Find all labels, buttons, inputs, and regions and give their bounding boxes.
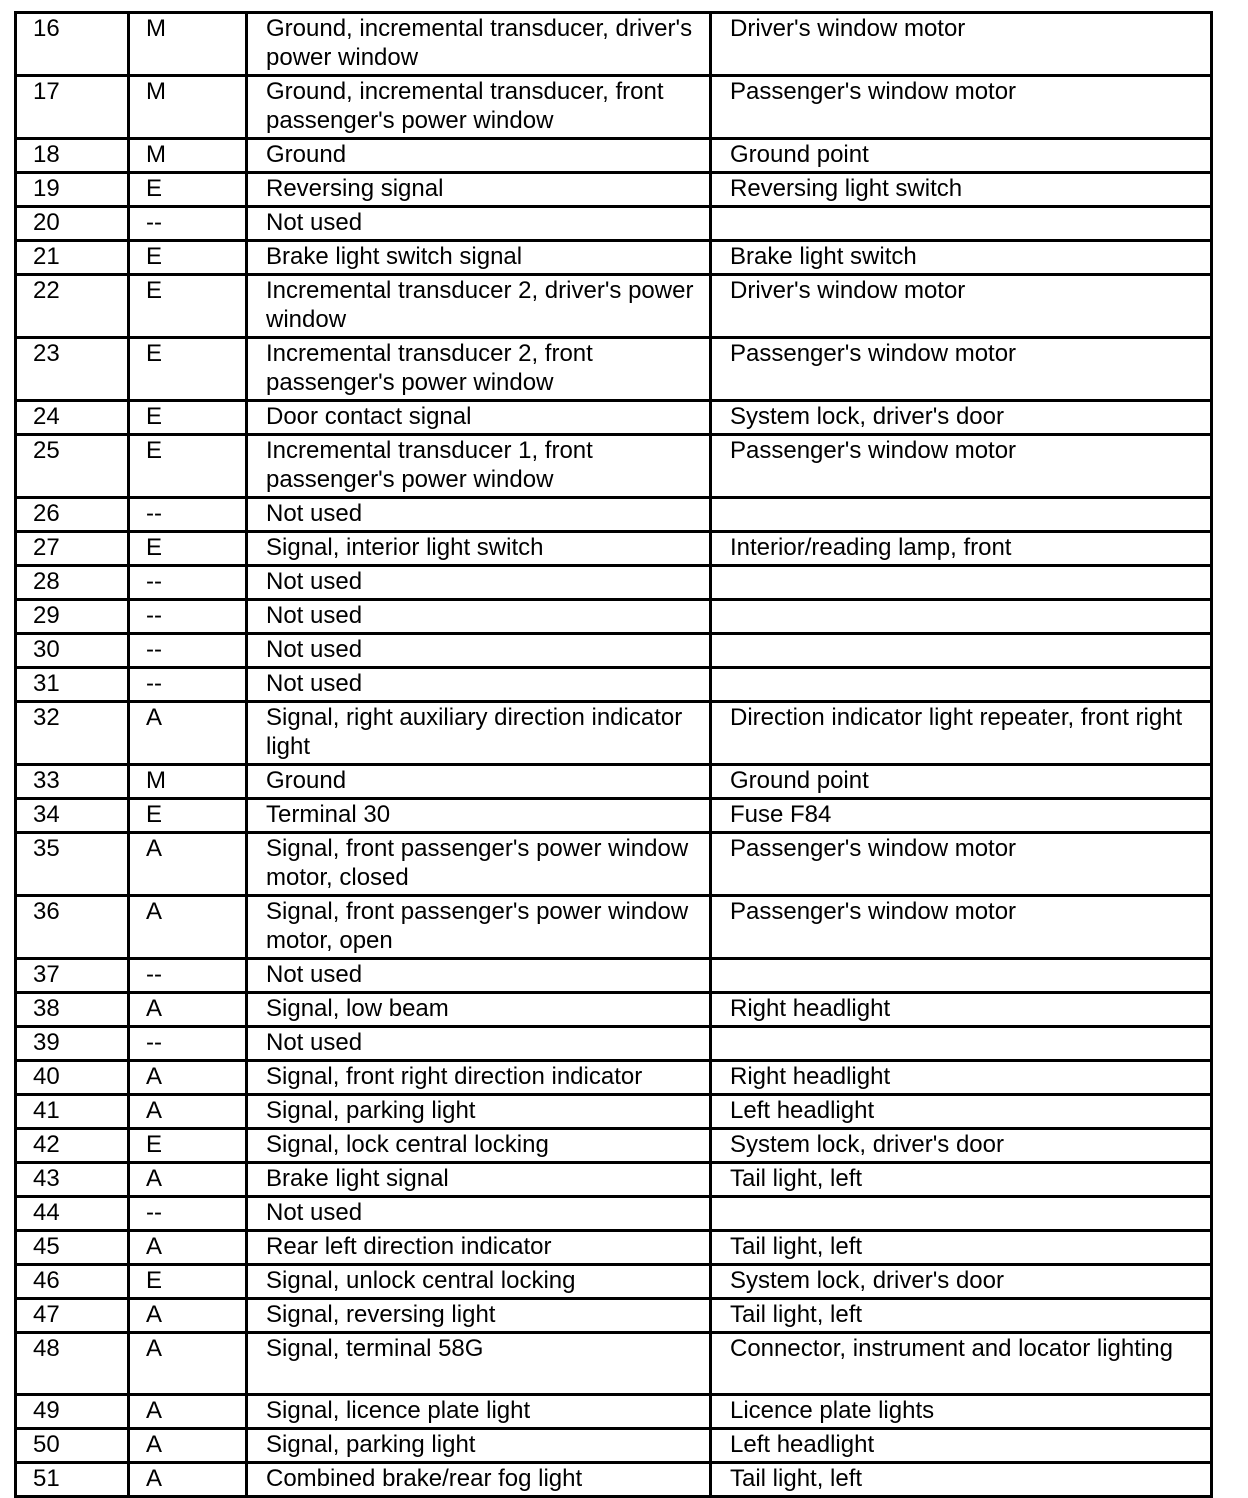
connected-component-cell: Tail light, left — [711, 1299, 1212, 1333]
pin-number-cell: 48 — [16, 1333, 129, 1395]
pin-number-cell: 41 — [16, 1095, 129, 1129]
signal-type-cell: E — [129, 799, 247, 833]
signal-description-cell: Signal, unlock central locking — [247, 1265, 711, 1299]
pin-number-cell: 45 — [16, 1231, 129, 1265]
signal-type-cell: E — [129, 1265, 247, 1299]
signal-description-cell: Not used — [247, 634, 711, 668]
signal-description-cell: Not used — [247, 959, 711, 993]
table-row — [16, 1299, 1212, 1333]
pin-number-cell: 28 — [16, 566, 129, 600]
connected-component-cell: Tail light, left — [711, 1163, 1212, 1197]
pin-number-cell: 43 — [16, 1163, 129, 1197]
pin-assignment-table — [14, 11, 1213, 1498]
connected-component-cell: Passenger's window motor — [711, 338, 1212, 401]
signal-description-cell: Signal, parking light — [247, 1095, 711, 1129]
pin-number-cell: 29 — [16, 600, 129, 634]
pin-number-cell: 50 — [16, 1429, 129, 1463]
table-row — [16, 1231, 1212, 1265]
connected-component-cell: Interior/reading lamp, front — [711, 532, 1212, 566]
pin-number-cell: 18 — [16, 139, 129, 173]
connected-component-cell: System lock, driver's door — [711, 1129, 1212, 1163]
signal-description-cell: Signal, right auxiliary direction indicator light — [247, 702, 711, 765]
signal-description-cell: Signal, licence plate light — [247, 1395, 711, 1429]
table-row — [16, 566, 1212, 600]
pin-number-cell: 47 — [16, 1299, 129, 1333]
signal-type-cell: -- — [129, 600, 247, 634]
table-row — [16, 173, 1212, 207]
signal-description-cell: Not used — [247, 207, 711, 241]
connected-component-cell: Driver's window motor — [711, 275, 1212, 338]
table-row — [16, 1197, 1212, 1231]
pin-number-cell: 38 — [16, 993, 129, 1027]
table-row — [16, 498, 1212, 532]
table-row — [16, 401, 1212, 435]
signal-type-cell: A — [129, 833, 247, 896]
pin-number-cell: 17 — [16, 76, 129, 139]
signal-type-cell: A — [129, 1463, 247, 1497]
signal-description-cell: Signal, parking light — [247, 1429, 711, 1463]
signal-description-cell: Reversing signal — [247, 173, 711, 207]
connected-component-cell — [711, 668, 1212, 702]
pin-number-cell: 34 — [16, 799, 129, 833]
connected-component-cell — [711, 498, 1212, 532]
signal-type-cell: E — [129, 532, 247, 566]
table-row — [16, 993, 1212, 1027]
table-row — [16, 634, 1212, 668]
signal-description-cell: Rear left direction indicator — [247, 1231, 711, 1265]
signal-description-cell: Signal, low beam — [247, 993, 711, 1027]
signal-description-cell: Terminal 30 — [247, 799, 711, 833]
signal-type-cell: A — [129, 1333, 247, 1395]
connected-component-cell — [711, 566, 1212, 600]
table-row — [16, 1061, 1212, 1095]
connected-component-cell: Right headlight — [711, 993, 1212, 1027]
signal-description-cell: Not used — [247, 668, 711, 702]
pin-number-cell: 25 — [16, 435, 129, 498]
signal-type-cell: -- — [129, 634, 247, 668]
table-row — [16, 1129, 1212, 1163]
connected-component-cell: Left headlight — [711, 1429, 1212, 1463]
pin-number-cell: 26 — [16, 498, 129, 532]
connected-component-cell: Passenger's window motor — [711, 896, 1212, 959]
signal-type-cell: A — [129, 1163, 247, 1197]
pin-number-cell: 30 — [16, 634, 129, 668]
signal-type-cell: A — [129, 1429, 247, 1463]
signal-type-cell: -- — [129, 959, 247, 993]
table-row — [16, 1027, 1212, 1061]
signal-description-cell: Signal, terminal 58G — [247, 1333, 711, 1395]
signal-description-cell: Ground, incremental transducer, front passenger's power window — [247, 76, 711, 139]
signal-description-cell: Incremental transducer 1, front passenger's power window — [247, 435, 711, 498]
signal-type-cell: A — [129, 1095, 247, 1129]
signal-type-cell: M — [129, 139, 247, 173]
connected-component-cell: Tail light, left — [711, 1463, 1212, 1497]
pin-number-cell: 24 — [16, 401, 129, 435]
pin-number-cell: 46 — [16, 1265, 129, 1299]
connected-component-cell: Reversing light switch — [711, 173, 1212, 207]
signal-description-cell: Ground — [247, 139, 711, 173]
connected-component-cell: Driver's window motor — [711, 13, 1212, 76]
signal-description-cell: Door contact signal — [247, 401, 711, 435]
signal-type-cell: E — [129, 401, 247, 435]
pin-number-cell: 32 — [16, 702, 129, 765]
signal-description-cell: Incremental transducer 2, driver's power window — [247, 275, 711, 338]
signal-type-cell: E — [129, 241, 247, 275]
table-row — [16, 1265, 1212, 1299]
table-row — [16, 765, 1212, 799]
connected-component-cell: System lock, driver's door — [711, 1265, 1212, 1299]
table-row — [16, 207, 1212, 241]
table-row — [16, 1163, 1212, 1197]
pin-number-cell: 16 — [16, 13, 129, 76]
connected-component-cell — [711, 634, 1212, 668]
connected-component-cell — [711, 207, 1212, 241]
pin-number-cell: 23 — [16, 338, 129, 401]
connected-component-cell: Passenger's window motor — [711, 435, 1212, 498]
connected-component-cell: Ground point — [711, 139, 1212, 173]
connected-component-cell: Connector, instrument and locator lighting — [711, 1333, 1212, 1395]
signal-type-cell: M — [129, 13, 247, 76]
signal-description-cell: Signal, interior light switch — [247, 532, 711, 566]
signal-type-cell: A — [129, 1299, 247, 1333]
table-row — [16, 896, 1212, 959]
table-row — [16, 1095, 1212, 1129]
pin-number-cell: 19 — [16, 173, 129, 207]
signal-type-cell: M — [129, 765, 247, 799]
connected-component-cell: Fuse F84 — [711, 799, 1212, 833]
signal-description-cell: Not used — [247, 498, 711, 532]
table-row — [16, 275, 1212, 338]
connected-component-cell — [711, 959, 1212, 993]
signal-type-cell: -- — [129, 1197, 247, 1231]
signal-type-cell: E — [129, 275, 247, 338]
pin-number-cell: 31 — [16, 668, 129, 702]
signal-type-cell: E — [129, 173, 247, 207]
connected-component-cell: Brake light switch — [711, 241, 1212, 275]
pin-number-cell: 42 — [16, 1129, 129, 1163]
pin-number-cell: 22 — [16, 275, 129, 338]
signal-description-cell: Signal, front passenger's power window motor, closed — [247, 833, 711, 896]
connected-component-cell: Passenger's window motor — [711, 76, 1212, 139]
connected-component-cell: Tail light, left — [711, 1231, 1212, 1265]
signal-type-cell: A — [129, 1395, 247, 1429]
signal-type-cell: -- — [129, 207, 247, 241]
table-row — [16, 799, 1212, 833]
table-row — [16, 241, 1212, 275]
signal-description-cell: Signal, front right direction indicator — [247, 1061, 711, 1095]
pin-number-cell: 27 — [16, 532, 129, 566]
table-row — [16, 13, 1212, 76]
connected-component-cell: System lock, driver's door — [711, 401, 1212, 435]
pin-number-cell: 44 — [16, 1197, 129, 1231]
signal-type-cell: A — [129, 702, 247, 765]
table-row — [16, 435, 1212, 498]
signal-type-cell: -- — [129, 566, 247, 600]
pin-table-body — [16, 13, 1212, 1497]
pin-number-cell: 20 — [16, 207, 129, 241]
table-row — [16, 532, 1212, 566]
signal-description-cell: Ground, incremental transducer, driver's power window — [247, 13, 711, 76]
pin-number-cell: 40 — [16, 1061, 129, 1095]
signal-description-cell: Brake light signal — [247, 1163, 711, 1197]
signal-description-cell: Incremental transducer 2, front passenger's power window — [247, 338, 711, 401]
table-row — [16, 600, 1212, 634]
pin-number-cell: 39 — [16, 1027, 129, 1061]
signal-type-cell: M — [129, 76, 247, 139]
signal-type-cell: E — [129, 338, 247, 401]
connected-component-cell — [711, 1027, 1212, 1061]
table-row — [16, 1463, 1212, 1497]
pin-number-cell: 51 — [16, 1463, 129, 1497]
connected-component-cell: Passenger's window motor — [711, 833, 1212, 896]
pin-number-cell: 21 — [16, 241, 129, 275]
connected-component-cell: Right headlight — [711, 1061, 1212, 1095]
table-row — [16, 959, 1212, 993]
signal-description-cell: Brake light switch signal — [247, 241, 711, 275]
table-row — [16, 338, 1212, 401]
signal-type-cell: -- — [129, 1027, 247, 1061]
connected-component-cell: Left headlight — [711, 1095, 1212, 1129]
table-row — [16, 76, 1212, 139]
table-row — [16, 833, 1212, 896]
signal-description-cell: Not used — [247, 566, 711, 600]
signal-type-cell: -- — [129, 498, 247, 532]
signal-type-cell: A — [129, 896, 247, 959]
connected-component-cell: Licence plate lights — [711, 1395, 1212, 1429]
table-row — [16, 702, 1212, 765]
connected-component-cell: Ground point — [711, 765, 1212, 799]
signal-type-cell: -- — [129, 668, 247, 702]
connected-component-cell — [711, 1197, 1212, 1231]
pin-number-cell: 35 — [16, 833, 129, 896]
signal-type-cell: A — [129, 993, 247, 1027]
signal-description-cell: Combined brake/rear fog light — [247, 1463, 711, 1497]
connected-component-cell — [711, 600, 1212, 634]
table-row — [16, 668, 1212, 702]
signal-description-cell: Ground — [247, 765, 711, 799]
signal-type-cell: A — [129, 1061, 247, 1095]
table-row — [16, 1333, 1212, 1395]
signal-type-cell: E — [129, 435, 247, 498]
signal-type-cell: A — [129, 1231, 247, 1265]
signal-description-cell: Not used — [247, 600, 711, 634]
table-row — [16, 139, 1212, 173]
connected-component-cell: Direction indicator light repeater, front right — [711, 702, 1212, 765]
table-row — [16, 1429, 1212, 1463]
pin-number-cell: 37 — [16, 959, 129, 993]
pin-number-cell: 36 — [16, 896, 129, 959]
signal-description-cell: Signal, front passenger's power window motor, open — [247, 896, 711, 959]
table-row — [16, 1395, 1212, 1429]
signal-description-cell: Not used — [247, 1027, 711, 1061]
signal-type-cell: E — [129, 1129, 247, 1163]
pin-number-cell: 49 — [16, 1395, 129, 1429]
signal-description-cell: Signal, reversing light — [247, 1299, 711, 1333]
signal-description-cell: Signal, lock central locking — [247, 1129, 711, 1163]
pin-number-cell: 33 — [16, 765, 129, 799]
signal-description-cell: Not used — [247, 1197, 711, 1231]
